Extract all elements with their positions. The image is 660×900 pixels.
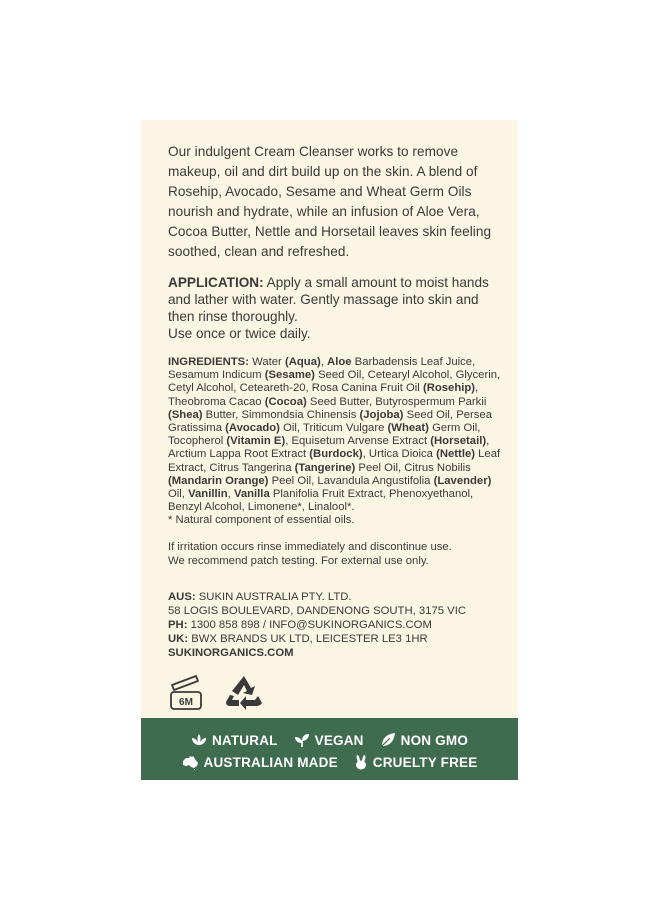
- label-content: [168, 142, 508, 732]
- aus-label: AUS:: [168, 590, 196, 603]
- ingredient-text: Seed Oil, Cetearyl Alcohol, Glycerin, Cetyl Alcohol, Ceteareth-20, Rosa Canina Fruit Oil: [168, 369, 501, 395]
- ingredients-list: [168, 356, 500, 513]
- phone-label: PH:: [168, 618, 188, 631]
- recycle-icon: [224, 674, 264, 710]
- application-usage: Use once or twice daily.: [168, 326, 311, 341]
- badge-natural-label: NATURAL: [211, 732, 278, 748]
- pao-label: 6M: [179, 696, 193, 708]
- uk-address: BWX BRANDS UK LTD, LEICESTER LE3 1HR: [188, 632, 428, 645]
- ingredient-text: Peel Oil, Lavandula Angustifolia: [268, 474, 434, 487]
- ingredient-common-name: (Vitamin E): [226, 435, 286, 448]
- packaging-symbols: [168, 672, 508, 710]
- bunny-icon: [354, 754, 368, 770]
- uk-label: UK:: [168, 632, 189, 645]
- ingredient-common-name: Vanillin: [188, 488, 228, 501]
- application-section: [168, 274, 508, 342]
- phone-email: 1300 858 898 / INFO@SUKINORGANICS.COM: [187, 618, 432, 631]
- ingredient-text: , Theobroma Cacao: [168, 382, 479, 408]
- ingredient-text: , Arctium Lappa Root Extract: [168, 435, 490, 461]
- badge-row-1: [141, 732, 518, 748]
- ingredient-text: Oil,: [168, 488, 189, 501]
- badge-non-gmo: [380, 732, 468, 748]
- ingredient-text: Peel Oil, Citrus Nobilis: [355, 461, 471, 474]
- ingredient-text: Germ Oil, Tocopherol: [168, 422, 481, 448]
- leaf-icon: [380, 732, 396, 748]
- application-text: Apply a small amount to moist hands and lather with water. Gently massage into skin and then rinse thoroughly.: [168, 275, 489, 324]
- ingredient-text: ,: [227, 488, 234, 501]
- application-heading: APPLICATION:: [168, 275, 264, 290]
- ingredient-common-name: Aloe: [327, 356, 352, 368]
- ingredient-common-name: (Aqua): [284, 356, 321, 368]
- warning-section: [168, 540, 508, 568]
- ingredient-text: Seed Butter, Butyrospermum Parkii: [306, 395, 487, 408]
- ingredient-common-name: (Cocoa): [264, 395, 307, 408]
- ingredient-text: Barbadensis Leaf Juice, Sesamum Indicum: [168, 356, 476, 382]
- sprout-icon: [294, 732, 310, 748]
- ingredient-common-name: Vanilla: [233, 488, 270, 501]
- product-label-panel: [141, 120, 518, 780]
- website: SUKINORGANICS.COM: [168, 646, 294, 659]
- australia-map-icon: [182, 755, 199, 770]
- ingredient-text: , Equisetum Arvense Extract: [285, 435, 431, 448]
- aus-street-address: 58 LOGIS BOULEVARD, DANDENONG SOUTH, 3175 VIC: [168, 604, 466, 617]
- ingredient-common-name: (Rosehip): [422, 382, 476, 395]
- badge-cruelty-free: [354, 754, 478, 770]
- aus-company: SUKIN AUSTRALIA PTY. LTD.: [195, 590, 352, 603]
- badge-australian-made: [182, 755, 338, 770]
- ingredient-common-name: (Shea): [168, 408, 203, 421]
- certification-badge-bar: [141, 718, 518, 780]
- badge-australian-made-label: AUSTRALIAN MADE: [203, 754, 338, 770]
- ingredient-common-name: (Horsetail): [430, 435, 487, 448]
- ingredients-heading: INGREDIENTS:: [168, 356, 249, 368]
- ingredient-text: Oil, Triticum Vulgare: [279, 422, 388, 435]
- badge-natural: [191, 733, 278, 748]
- warning-line-1: If irritation occurs rinse immediately and discontinue use.: [168, 540, 452, 553]
- lotus-icon: [191, 733, 207, 747]
- badge-cruelty-free-label: CRUELTY FREE: [372, 754, 478, 770]
- ingredient-common-name: (Tangerine): [294, 461, 356, 474]
- ingredient-common-name: (Avocado): [225, 422, 280, 435]
- badge-non-gmo-label: NON GMO: [400, 732, 469, 748]
- ingredient-text: ,: [320, 356, 328, 368]
- ingredient-common-name: (Wheat): [387, 422, 429, 435]
- badge-vegan-label: VEGAN: [314, 732, 364, 748]
- ingredient-text: Planifolia Fruit Extract, Phenoxyethanol, Benzyl Alcohol, Limonene*, Linalool*.: [168, 488, 474, 514]
- ingredient-common-name: (Burdock): [309, 448, 363, 461]
- ingredient-common-name: (Mandarin Orange): [168, 474, 269, 487]
- ingredient-common-name: (Lavender): [433, 474, 492, 487]
- ingredient-text: , Urtica Dioica: [362, 448, 437, 461]
- warning-line-2: We recommend patch testing. For external use only.: [168, 554, 429, 567]
- open-jar-icon: [168, 672, 204, 710]
- ingredient-common-name: (Nettle): [436, 448, 476, 461]
- ingredient-text: Leaf Extract, Citrus Tangerina: [168, 448, 501, 474]
- badge-row-2: [141, 754, 518, 770]
- ingredient-text: Seed Oil, Persea Gratissima: [168, 408, 492, 435]
- ingredients-section: [168, 356, 508, 528]
- ingredient-text: Water: [248, 356, 285, 368]
- ingredient-common-name: (Sesame): [264, 369, 315, 382]
- product-description: Our indulgent Cream Cleanser works to remove makeup, oil and dirt build up on the skin. A blend of Rosehip, Avocado, Sesame and Wheat Germ Oils nourish and hydrate, while an infusion of Aloe Vera, Cocoa Butter, Nettle and Horsetail leaves skin feeling soothed, clean and refreshed.: [168, 144, 492, 259]
- ingredients-footnote: * Natural component of essential oils.: [168, 514, 355, 527]
- ingredient-text: Butter, Simmondsia Chinensis: [202, 408, 360, 421]
- ingredient-common-name: (Jojoba): [359, 408, 404, 421]
- address-section: [168, 590, 508, 660]
- badge-vegan: [294, 732, 364, 748]
